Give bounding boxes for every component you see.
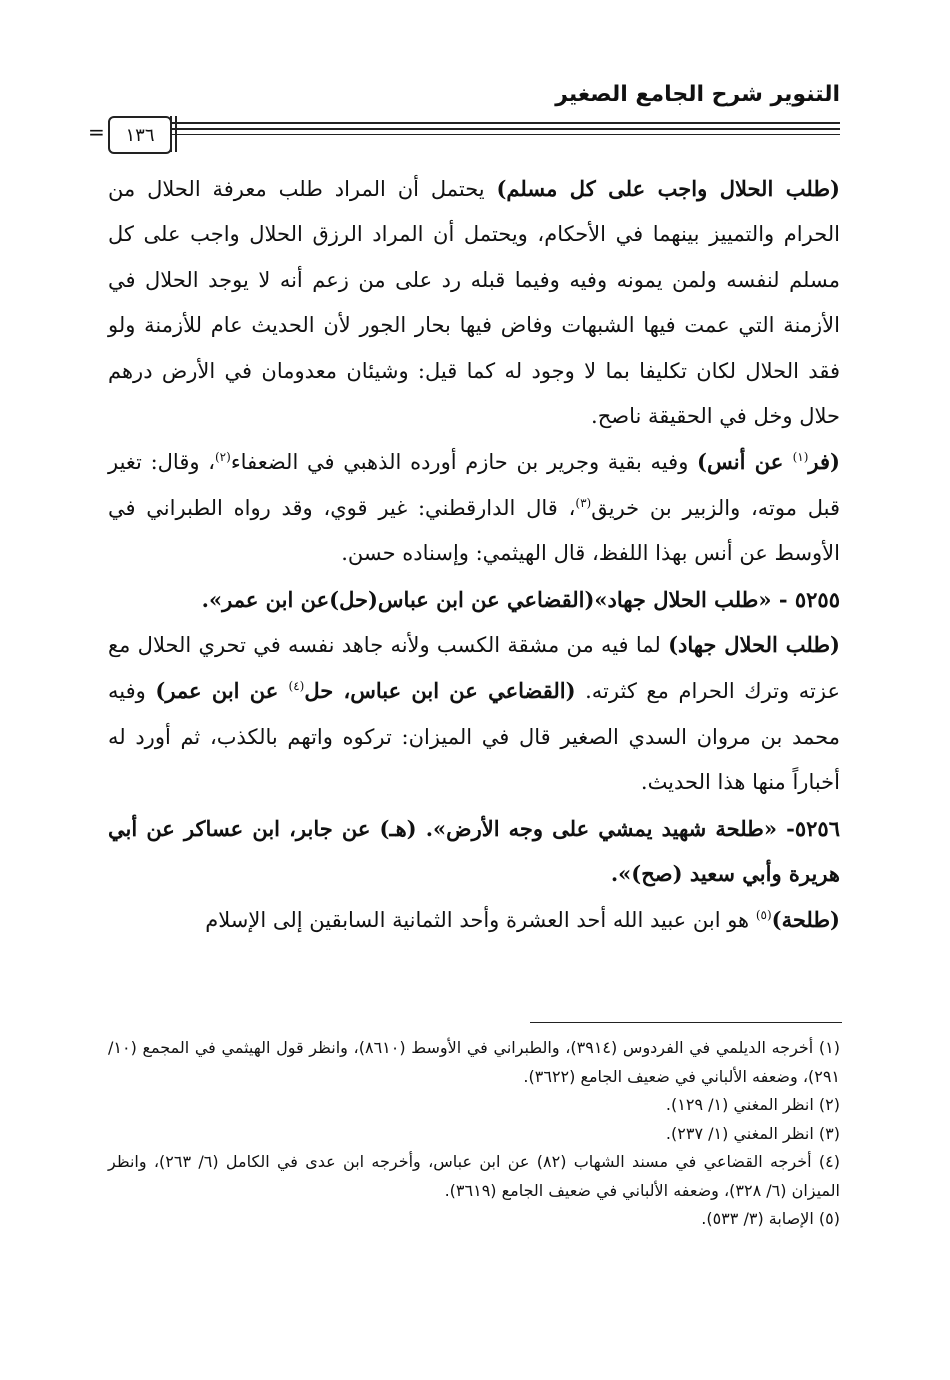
header-rule [170, 134, 840, 135]
commentary-text: وفيه محمد بن مروان السدي الصغير قال في الميزان: تركوه واتهم بالكذب، ثم أورد له أخباراً منها هذا الحديث. [108, 679, 840, 795]
hadith-quote: (طلحة) [771, 906, 840, 932]
paragraph [108, 897, 840, 943]
commentary-text: يحتمل أن المراد طلب معرفة الحلال من الحرام والتمييز بينهما في الأحكام، ويحتمل أن المراد الرزق الحلال واجب على كل مسلم لنفسه ولمن يمونه وفيه وفيما قبله رد على من زعم أنه لا يوجد الحلال في الأزمنة التي عمت فيها الشبهات وفاض فيها بحار الجور لأن الحديث عام للأزمنة ولو فقد الحلال لكان تكليفا بما لا وجود له كما قيل: وشيئان معدومان في الأرض درهم حلال وخل في الحقيقة ناصح. [108, 177, 840, 429]
source-ref: عن ابن عمر) [155, 678, 289, 704]
footnote-5: (٥) الإصابة (٣/ ٥٣٣). [701, 1209, 840, 1228]
running-title: التنوير شرح الجامع الصغير [555, 82, 840, 107]
footnotes [108, 1034, 840, 1234]
main-text [108, 166, 840, 943]
header-rule [170, 128, 840, 130]
commentary-text: لما فيه من مشقة الكسب ولأنه جاهد نفسه في تحري الحلال مع عزته وترك الحرام مع كثرته. [108, 633, 841, 704]
footnote-3: (٣) انظر المغني (١/ ٢٣٧). [665, 1123, 840, 1143]
hadith-heading-5256: ٥٢٥٦- «طلحة شهيد يمشي على وجه الأرض». (هـ) عن جابر، ابن عساكر عن أبي هريرة وأبي سعيد (صح)». [108, 815, 840, 887]
page-number: ١٣٦ [108, 116, 172, 154]
paragraph [108, 439, 840, 576]
source-ref: (القضاعي عن ابن عباس، حل [304, 678, 576, 704]
commentary-text: وفيه بقية وجرير بن حازم أورده الذهبي في الضعفاء [230, 450, 698, 475]
paragraph [108, 166, 840, 439]
source-ref: عن أنس) [697, 449, 793, 475]
commentary-text: هو ابن عبيد الله أحد العشرة وأحد الثمانية السابقين إلى الإسلام [205, 907, 756, 932]
hadith-heading-5255: ٥٢٥٥ - «طلب الحلال جهاد»(القضاعي عن ابن عباس(حل)عن ابن عمر». [201, 586, 840, 612]
footnote-ref[interactable]: (١) [792, 450, 809, 465]
header-rule [170, 122, 840, 124]
footnote-4: (٤) أخرجه القضاعي في مسند الشهاب (٨٢) عن ابن عباس، وأخرجه ابن عدى في الكامل (٦/ ٢٦٣)، وانظر الميزان (٦/ ٣٢٨)، وضعفه الألباني في ضعيف الجامع (٣٦١٩). [108, 1152, 841, 1200]
footnote-1: (١) أخرجه الديلمي في الفردوس (٣٩١٤)، والطبراني في الأوسط (٨٦١٠)، وانظر قول الهيثمي في المجمع (١٠/ ٢٩١)، وضعفه الألباني في ضعيف الجامع (٣٦٢٢). [108, 1038, 840, 1086]
hadith-quote: (طلب الحلال جهاد) [668, 632, 840, 658]
footnote-2: (٢) انظر المغني (١/ ١٢٩). [665, 1095, 840, 1114]
footnote-ref[interactable]: (٢) [214, 450, 231, 465]
commentary-text: ، قال الدارقطني: غير قوي، وقد رواه الطبراني في الأوسط عن أنس بهذا اللفظ، قال الهيثمي: وإسناده حسن. [108, 495, 840, 566]
commentary-text: ، وقال: تغير قبل موته، والزبير بن خريق [108, 450, 840, 520]
footnote-ref[interactable]: (٥) [755, 907, 772, 922]
footnote-separator [530, 1022, 842, 1023]
source-ref: (فر [808, 449, 840, 475]
header-ornament: = [88, 120, 105, 144]
footnote-ref[interactable]: (٤) [288, 679, 305, 694]
footnote-ref[interactable]: (٣) [575, 495, 592, 510]
paragraph [108, 622, 840, 806]
hadith-quote: (طلب الحلال واجب على كل مسلم) [496, 176, 840, 201]
